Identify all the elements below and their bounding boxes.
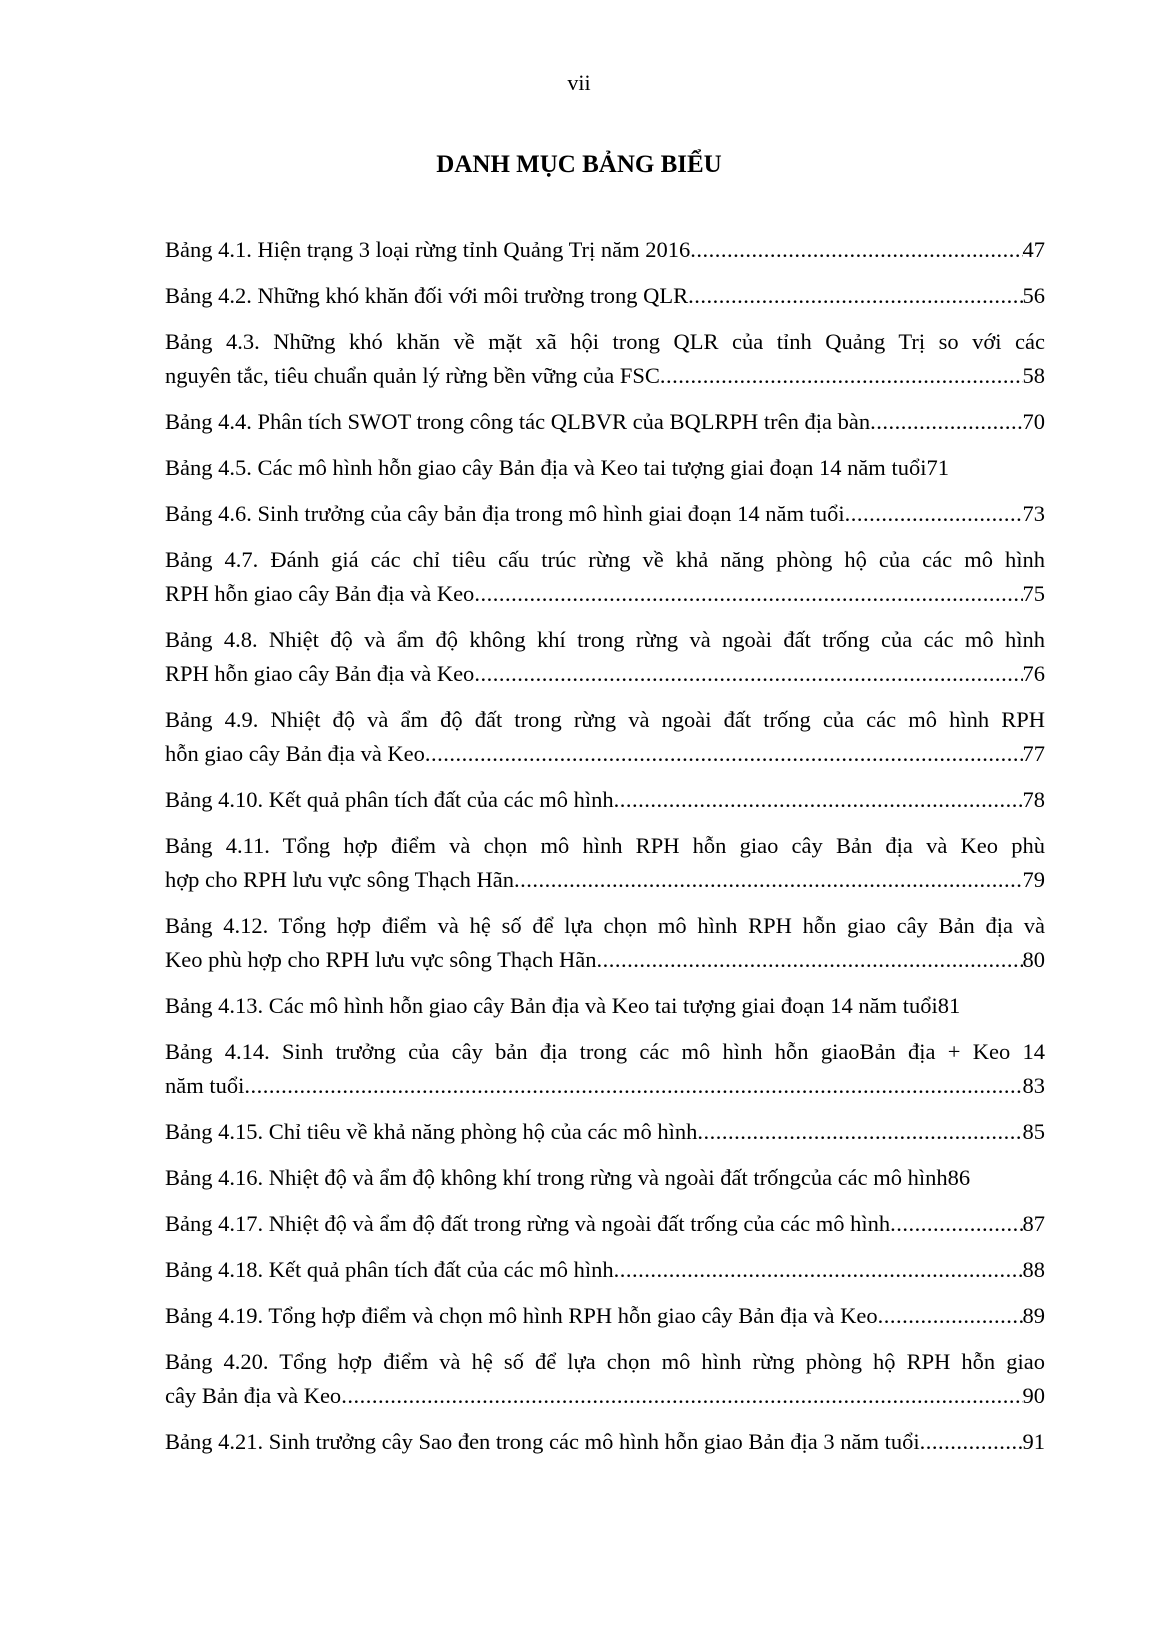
toc-entry[interactable] [165, 829, 1045, 897]
toc-leader-dots [614, 783, 1023, 817]
toc-entry[interactable] [165, 909, 1045, 977]
toc-entry-title-line: Bảng 4.12. Tổng hợp điểm và hệ số để lựa chọn mô hình RPH hỗn giao cây Bản địa và [165, 913, 1045, 938]
toc-entry-page: 77 [1022, 741, 1045, 766]
toc-leader-dots [341, 1379, 1022, 1413]
toc-entry[interactable] [165, 1299, 1045, 1333]
toc-entry-title-line: Bảng 4.9. Nhiệt độ và ẩm độ đất trong rừng và ngoài đất trống của các mô hình RPH [165, 707, 1045, 732]
toc-entry[interactable] [165, 1345, 1045, 1413]
toc-entry-title-line: RPH hỗn giao cây Bản địa và Keo [165, 661, 475, 686]
toc-leader-dots [660, 359, 1023, 393]
toc-entry-page: 70 [1022, 409, 1045, 434]
toc-entry[interactable] [165, 989, 1045, 1023]
page-title: DANH MỤC BẢNG BIỂU [436, 151, 722, 178]
toc-entry-title: Bảng 4.15. Chỉ tiêu về khả năng phòng hộ của các mô hình [165, 1119, 698, 1144]
toc-leader-dots [425, 737, 1023, 771]
toc-entry-title-line: Bảng 4.7. Đánh giá các chỉ tiêu cấu trúc rừng về khả năng phòng hộ của các mô hình [165, 547, 1045, 572]
toc-entry-page: 75 [1022, 581, 1045, 606]
toc-entry[interactable] [165, 1425, 1045, 1459]
toc-leader-dots [697, 1115, 1022, 1149]
toc-entry-title-line: hỗn giao cây Bản địa và Keo [165, 741, 425, 766]
toc-entry-page: 87 [1022, 1211, 1045, 1236]
toc-entry-title-line: cây Bản địa và Keo [165, 1383, 342, 1408]
toc-entry[interactable] [165, 543, 1045, 611]
toc-entry-page: 78 [1022, 787, 1045, 812]
toc-entry-title-line: Bảng 4.20. Tổng hợp điểm và hệ số để lựa chọn mô hình rừng phòng hộ RPH hỗn giao [165, 1349, 1045, 1374]
toc-entry[interactable] [165, 1161, 1045, 1195]
toc-entry-title: Bảng 4.6. Sinh trưởng của cây bản địa trong mô hình giai đoạn 14 năm tuổi [165, 501, 845, 526]
toc-entry-title-line: Bảng 4.11. Tổng hợp điểm và chọn mô hình RPH hỗn giao cây Bản địa và Keo phù [165, 833, 1045, 858]
table-of-contents [165, 233, 1045, 1471]
toc-entry-title: Bảng 4.10. Kết quả phân tích đất của các mô hình [165, 787, 614, 812]
toc-leader-dots [474, 657, 1022, 691]
toc-entry-title: Bảng 4.19. Tổng hợp điểm và chọn mô hình RPH hỗn giao cây Bản địa và Keo [165, 1303, 878, 1328]
toc-entry-page: 85 [1022, 1119, 1045, 1144]
toc-entry-page: 47 [1022, 237, 1045, 262]
toc-entry-title-line: RPH hỗn giao cây Bản địa và Keo [165, 581, 475, 606]
toc-entry-title-line: Bảng 4.3. Những khó khăn về mặt xã hội trong QLR của tỉnh Quảng Trị so với các [165, 329, 1045, 354]
toc-leader-dots [474, 577, 1022, 611]
toc-entry-title-line: năm tuổi [165, 1073, 245, 1098]
toc-leader-dots [878, 1299, 1023, 1333]
toc-entry-title-line: Bảng 4.14. Sinh trưởng của cây bản địa trong các mô hình hỗn giaoBản địa + Keo 14 [165, 1039, 1045, 1064]
toc-entry-title-line: Keo phù hợp cho RPH lưu vực sông Thạch Hãn [165, 947, 597, 972]
toc-entry[interactable] [165, 451, 1045, 485]
toc-entry-title: Bảng 4.4. Phân tích SWOT trong công tác QLBVR của BQLRPH trên địa bàn [165, 409, 871, 434]
toc-entry[interactable] [165, 405, 1045, 439]
toc-entry-title: Bảng 4.2. Những khó khăn đối với môi trường trong QLR [165, 283, 689, 308]
toc-entry-page: 80 [1022, 947, 1045, 972]
toc-entry-title: Bảng 4.21. Sinh trưởng cây Sao đen trong các mô hình hỗn giao Bản địa 3 năm tuổi [165, 1429, 920, 1454]
toc-entry-page: 83 [1022, 1073, 1045, 1098]
toc-entry-title: Bảng 4.17. Nhiệt độ và ẩm độ đất trong rừng và ngoài đất trống của các mô hình [165, 1211, 891, 1236]
toc-entry-title: Bảng 4.1. Hiện trạng 3 loại rừng tỉnh Quảng Trị năm 2016 [165, 237, 691, 262]
toc-entry[interactable] [165, 1115, 1045, 1149]
toc-leader-dots [244, 1069, 1022, 1103]
toc-entry[interactable] [165, 783, 1045, 817]
toc-entry-title: Bảng 4.16. Nhiệt độ và ẩm độ không khí trong rừng và ngoài đất trốngcủa các mô hình86 [165, 1165, 971, 1190]
toc-entry-title-line: Bảng 4.8. Nhiệt độ và ẩm độ không khí trong rừng và ngoài đất trống của các mô hình [165, 627, 1045, 652]
toc-entry-page: 89 [1022, 1303, 1045, 1328]
toc-entry-page: 91 [1022, 1429, 1045, 1454]
toc-leader-dots [690, 233, 1022, 267]
toc-leader-dots [614, 1253, 1023, 1287]
toc-entry-title-line: hợp cho RPH lưu vực sông Thạch Hãn [165, 867, 514, 892]
toc-entry-title: Bảng 4.5. Các mô hình hỗn giao cây Bản địa và Keo tai tượng giai đoạn 14 năm tuổi71 [165, 455, 949, 480]
page-number: vii [567, 70, 591, 95]
toc-entry-page: 79 [1022, 867, 1045, 892]
toc-entry[interactable] [165, 1253, 1045, 1287]
toc-entry-title: Bảng 4.18. Kết quả phân tích đất của các mô hình [165, 1257, 614, 1282]
toc-entry-title-line: nguyên tắc, tiêu chuẩn quản lý rừng bền vững của FSC [165, 363, 660, 388]
toc-leader-dots [688, 279, 1022, 313]
toc-leader-dots [870, 405, 1022, 439]
toc-leader-dots [920, 1425, 1023, 1459]
toc-entry-page: 56 [1022, 283, 1045, 308]
toc-entry-page: 90 [1022, 1383, 1045, 1408]
toc-entry[interactable] [165, 233, 1045, 267]
toc-entry[interactable] [165, 1035, 1045, 1103]
toc-entry-page: 88 [1022, 1257, 1045, 1282]
toc-entry-page: 76 [1022, 661, 1045, 686]
toc-entry-page: 58 [1022, 363, 1045, 388]
toc-leader-dots [890, 1207, 1022, 1241]
toc-leader-dots [596, 943, 1022, 977]
toc-entry[interactable] [165, 1207, 1045, 1241]
toc-entry[interactable] [165, 279, 1045, 313]
toc-leader-dots [845, 497, 1023, 531]
toc-entry[interactable] [165, 623, 1045, 691]
toc-entry-page: 73 [1022, 501, 1045, 526]
toc-entry-title: Bảng 4.13. Các mô hình hỗn giao cây Bản địa và Keo tai tượng giai đoạn 14 năm tuổi81 [165, 993, 961, 1018]
toc-leader-dots [514, 863, 1023, 897]
toc-entry[interactable] [165, 497, 1045, 531]
toc-entry[interactable] [165, 325, 1045, 393]
toc-entry[interactable] [165, 703, 1045, 771]
